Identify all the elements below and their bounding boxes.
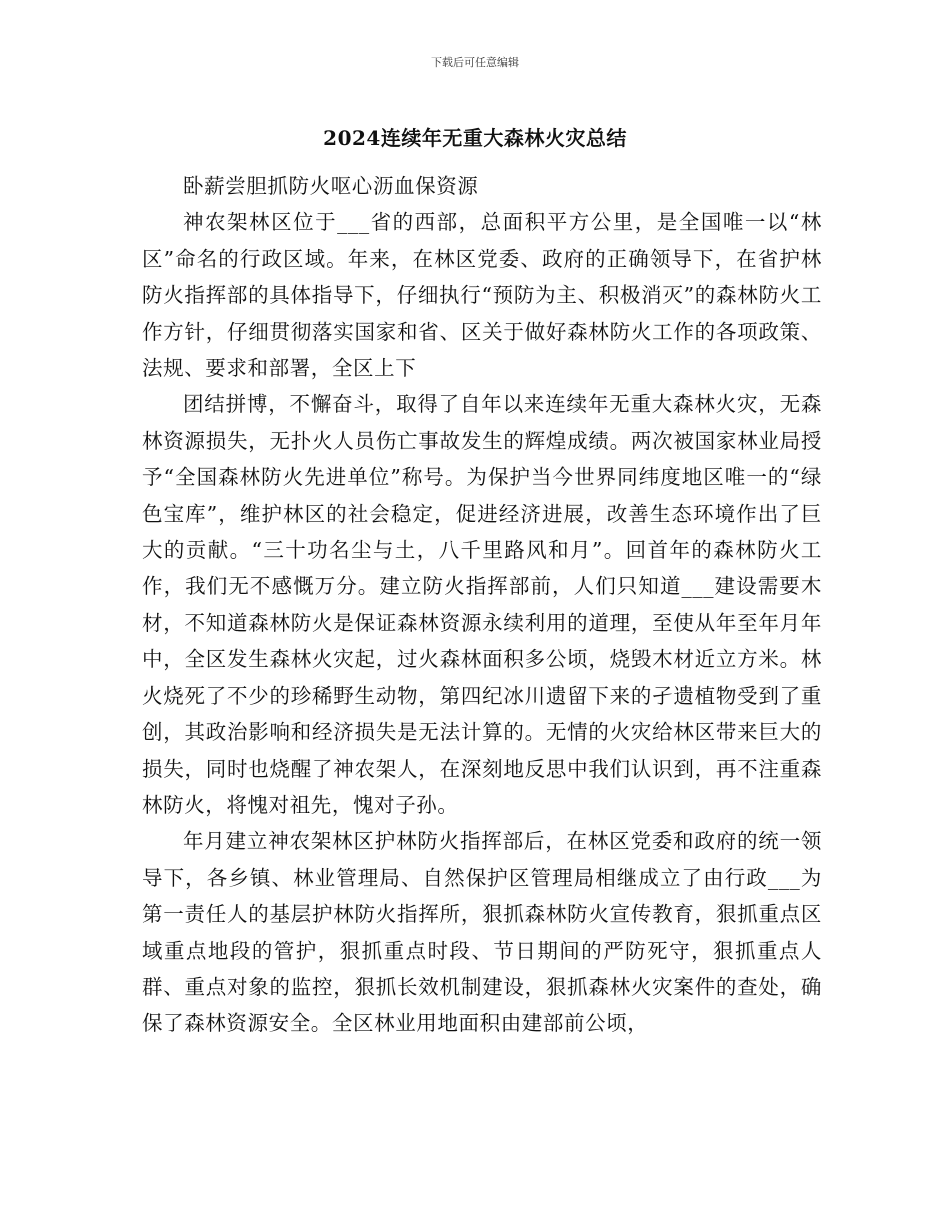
page-header-note: 下载后可任意编辑 (431, 56, 519, 69)
document-title: 2024连续年无重大森林火灾总结 (323, 126, 627, 150)
subtitle-paragraph: 卧薪尝胆抓防火呕心沥血保资源 (183, 174, 479, 198)
body-paragraph: 年月建立神农架林区护林防火指挥部后，在林区党委和政府的统一领导下，各乡镇、林业管理局、自然保护区管理局相继成立了由行政___为第一责任人的基层护林防火指挥所，狠抓森林防火宣传教育，狠抓重点区域重点地段的管护，狠抓重点时段、节日期间的严防死守，狠抓重点人群、重点对象的监控，狠抓长效机制建设，狠抓森林火灾案件的查处，确保了森林资源安全。全区林业用地面积由建部前公顷， (142, 829, 822, 1036)
body-paragraph: 神农架林区位于___省的西部，总面积平方公里，是全国唯一以“林区”命名的行政区域。年来，在林区党委、政府的正确领导下，在省护林防火指挥部的具体指导下，仔细执行“预防为主、积极消灭”的森林防火工作方针，仔细贯彻落实国家和省、区关于做好森林防火工作的各项政策、法规、要求和部署，全区上下 (142, 210, 822, 381)
body-paragraph: 团结拼博，不懈奋斗，取得了自年以来连续年无重大森林火灾，无森林资源损失，无扑火人员伤亡事故发生的辉煌成绩。两次被国家林业局授予“全国森林防火先进单位”称号。为保护当今世界同纬度地区唯一的“绿色宝库”，维护林区的社会稳定，促进经济进展，改善生态环境作出了巨大的贡献。“三十功名尘与土，八千里路风和月”。回首年的森林防火工作，我们无不感慨万分。建立防火指挥部前，人们只知道___建设需要木材，不知道森林防火是保证森林资源永续利用的道理，至使从年至年月年中，全区发生森林火灾起，过火森林面积多公顷，烧毁木材近立方米。林火烧死了不少的珍稀野生动物，第四纪冰川遗留下来的孑遗植物受到了重创，其政治影响和经济损失是无法计算的。无情的火灾给林区带来巨大的损失，同时也烧醒了神农架人，在深刻地反思中我们认识到，再不注重森林防火，将愧对祖先，愧对子孙。 (142, 392, 822, 817)
document-body (142, 168, 822, 1042)
